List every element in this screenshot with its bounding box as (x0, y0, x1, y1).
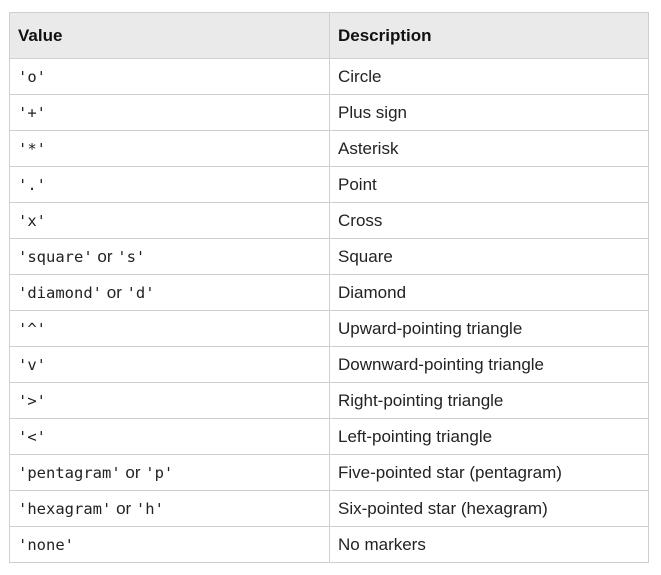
value-cell (10, 527, 330, 563)
marker-code: '<' (18, 427, 46, 446)
or-connector: or (125, 462, 141, 482)
description-cell: Five-pointed star (pentagram) (330, 455, 649, 491)
description-cell: Circle (330, 59, 649, 95)
marker-code: '^' (18, 319, 46, 338)
marker-code: 'diamond' (18, 283, 102, 302)
marker-code: 'v' (18, 355, 46, 374)
table-row (10, 131, 649, 167)
description-cell: Downward-pointing triangle (330, 347, 649, 383)
or-connector: or (116, 498, 132, 518)
marker-table (9, 12, 649, 563)
marker-code: 'square' (18, 247, 93, 266)
marker-code: 'x' (18, 211, 46, 230)
table-row (10, 347, 649, 383)
table-row (10, 383, 649, 419)
description-cell: Right-pointing triangle (330, 383, 649, 419)
marker-code: 'hexagram' (18, 499, 112, 518)
description-cell: Square (330, 239, 649, 275)
value-cell (10, 455, 330, 491)
value-cell (10, 131, 330, 167)
header-row (10, 13, 649, 59)
table-row (10, 203, 649, 239)
marker-code: 'none' (18, 535, 74, 554)
value-cell (10, 311, 330, 347)
value-cell (10, 347, 330, 383)
table-row (10, 59, 649, 95)
marker-code: '>' (18, 391, 46, 410)
value-cell (10, 275, 330, 311)
marker-code: 'p' (145, 463, 174, 482)
value-cell (10, 167, 330, 203)
value-cell (10, 383, 330, 419)
value-cell (10, 491, 330, 527)
value-cell (10, 59, 330, 95)
value-cell (10, 203, 330, 239)
description-cell: Diamond (330, 275, 649, 311)
table-row (10, 419, 649, 455)
description-cell: Left-pointing triangle (330, 419, 649, 455)
marker-code: 'h' (135, 499, 164, 518)
marker-code: 'o' (18, 67, 46, 86)
value-cell (10, 239, 330, 275)
description-cell: Plus sign (330, 95, 649, 131)
table-row (10, 275, 649, 311)
description-cell: Six-pointed star (hexagram) (330, 491, 649, 527)
table-row (10, 95, 649, 131)
header-value: Value (10, 13, 330, 59)
description-cell: No markers (330, 527, 649, 563)
table-body (10, 59, 649, 563)
or-connector: or (97, 246, 113, 266)
table-row (10, 527, 649, 563)
table-row (10, 311, 649, 347)
value-cell (10, 419, 330, 455)
marker-code: 'd' (126, 283, 155, 302)
description-cell: Point (330, 167, 649, 203)
marker-code: '+' (18, 103, 46, 122)
description-cell: Upward-pointing triangle (330, 311, 649, 347)
header-description: Description (330, 13, 649, 59)
marker-code: '.' (18, 175, 46, 194)
table-row (10, 455, 649, 491)
marker-code: 'pentagram' (18, 463, 121, 482)
table-row (10, 239, 649, 275)
marker-code: 's' (117, 247, 146, 266)
table-row (10, 167, 649, 203)
or-connector: or (106, 282, 122, 302)
value-cell (10, 95, 330, 131)
description-cell: Asterisk (330, 131, 649, 167)
table-row (10, 491, 649, 527)
description-cell: Cross (330, 203, 649, 239)
marker-code: '*' (18, 139, 46, 158)
